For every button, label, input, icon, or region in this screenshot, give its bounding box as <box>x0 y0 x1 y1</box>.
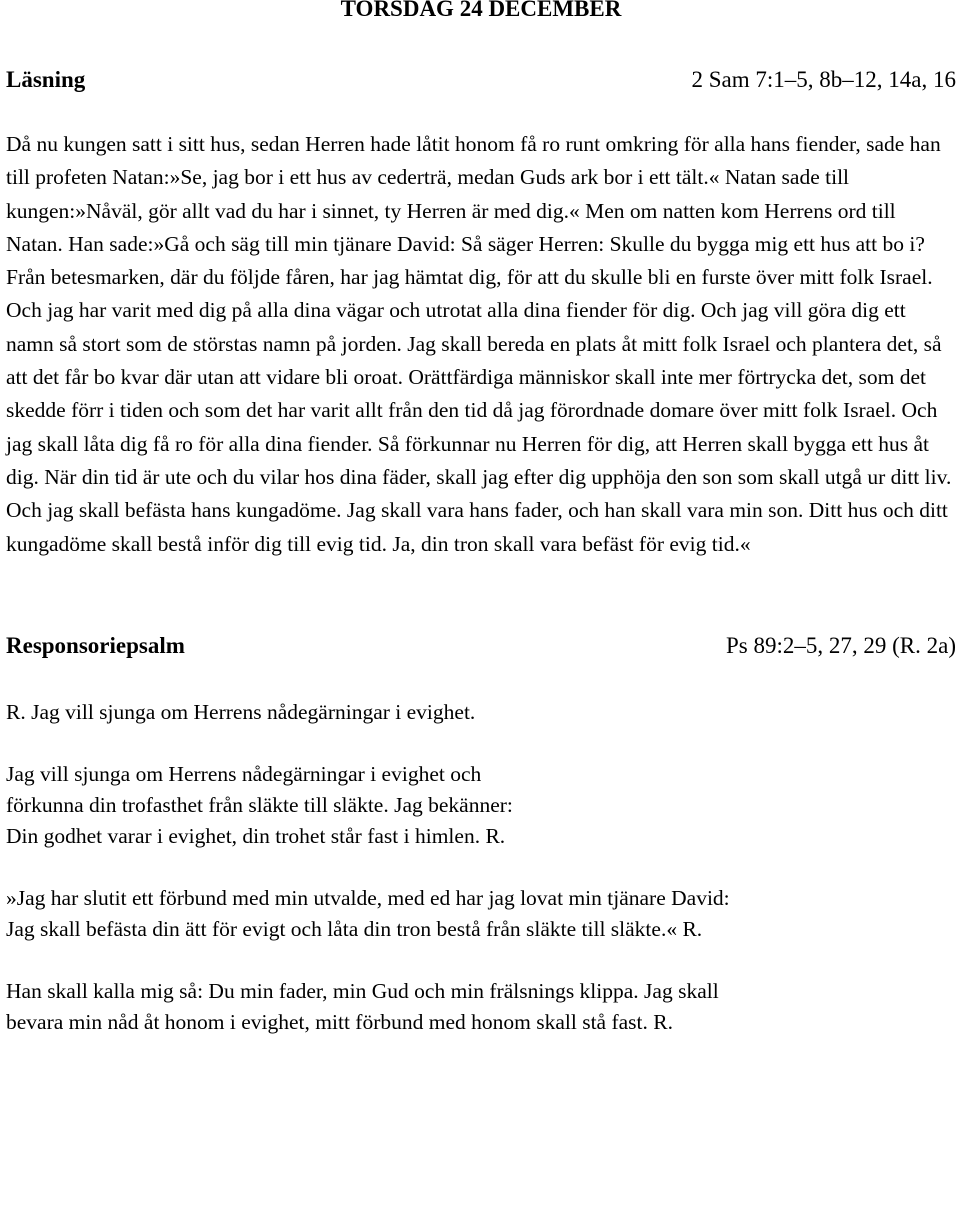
reading-reference: 2 Sam 7:1–5, 8b–12, 14a, 16 <box>691 67 956 92</box>
stanza-line: Din godhet varar i evighet, din trohet står fast i himlen. R. <box>6 823 506 848</box>
stanza-line: förkunna din trofasthet från släkte till släkte. Jag bekänner: <box>6 792 513 817</box>
psalm-header <box>6 632 956 660</box>
stanza-line: bevara min nåd åt honom i evighet, mitt förbund med honom skall stå fast. R. <box>6 1009 673 1034</box>
page-title: TORSDAG 24 DECEMBER <box>340 0 622 21</box>
psalm-stanza-2 <box>6 883 956 945</box>
reading-text: Då nu kungen satt i sitt hus, sedan Herren hade låtit honom få ro runt omkring för alla hans fiender, sade han till profeten Natan:»Se, jag bor i ett hus av cederträ, medan Guds ark bor i ett tält.« Natan sade till kungen:»Nåväl, gör allt vad du har i sinnet, ty Herren är med dig.« Men om natten kom Herrens ord till Natan. Han sade:»Gå och säg till min tjänare David: Så säger Herren: Skulle du bygga mig ett hus att bo i? Från betesmarken, där du följde fåren, har jag hämtat dig, för att du skulle bli en furste över mitt folk Israel. Och jag har varit med dig på alla dina vägar och utrotat alla dina fiender för dig. Och jag vill göra dig ett namn så stort som de störstas namn på jorden. Jag skall bereda en plats åt mitt folk Israel och plantera det, så att det får bo kvar där utan att vidare bli oroat. Orättfärdiga människor skall inte mer förtrycka det, som det skedde förr i tiden och som det har varit allt från den tid då jag förordnade domare över mitt folk Israel. Och jag skall låta dig få ro för alla dina fiender. Så förkunnar nu Herren för dig, att Herren skall bygga ett hus åt dig. När din tid är ute och du vilar hos dina fäder, skall jag efter dig upphöja den son som skall utgå ur ditt liv. Och jag skall befästa hans kungadöme. Jag skall vara hans fader, och han skall vara min son. Ditt hus och ditt kungadöme skall bestå inför dig till evig tid. Ja, din tron skall vara befäst för evig tid.« <box>6 132 952 556</box>
stanza-line: Han skall kalla mig så: Du min fader, min Gud och min frälsnings klippa. Jag skall <box>6 978 719 1003</box>
psalm-stanza-3 <box>6 976 956 1038</box>
stanza-line: Jag skall befästa din ätt för evigt och låta din tron bestå från släkte till släkte.« R. <box>6 916 703 941</box>
stanza-line: »Jag har slutit ett förbund med min utvalde, med ed har jag lovat min tjänare David: <box>6 885 730 910</box>
psalm-refrain: R. Jag vill sjunga om Herrens nådegärningar i evighet. <box>6 699 476 724</box>
stanza-line: Jag vill sjunga om Herrens nådegärningar i evighet och <box>6 761 482 786</box>
psalm-reference: Ps 89:2–5, 27, 29 (R. 2a) <box>726 632 956 658</box>
reading-header <box>6 66 956 94</box>
psalm-label: Responsoriepsalm <box>6 632 185 658</box>
document-page <box>6 0 956 1038</box>
psalm-stanza-1 <box>6 759 956 852</box>
reading-label: Läsning <box>6 67 86 92</box>
